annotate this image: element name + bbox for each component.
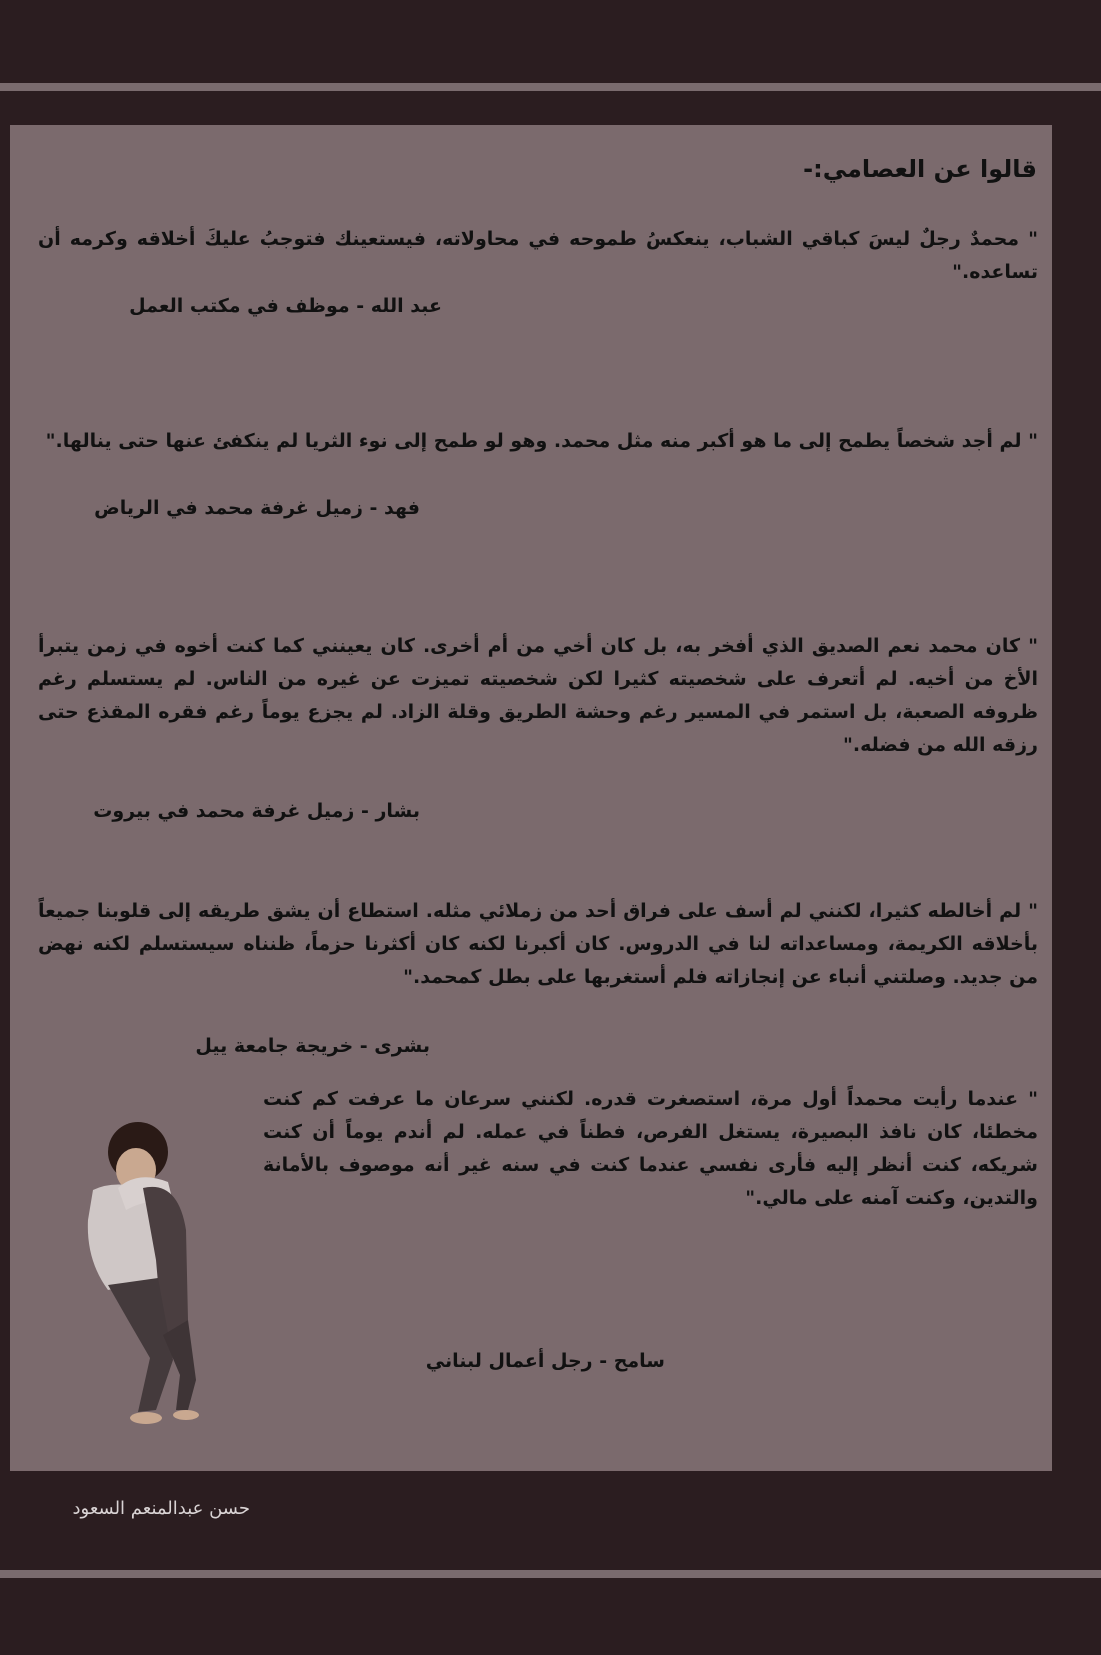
- author-credit: حسن عبدالمنعم السعود: [72, 1498, 250, 1519]
- quote-attribution-1: عبد الله - موظف في مكتب العمل: [129, 295, 442, 317]
- seated-man-illustration: [38, 1110, 228, 1440]
- quote-attribution-5: سامح - رجل أعمال لبناني: [425, 1350, 665, 1372]
- quote-text-3: " كان محمد نعم الصديق الذي أفخر به، بل كان أخي من أم أخرى. كان يعينني كما كنت أخوه في زمن يتبرأ الأخ من أخيه. لم أتعرف على شخصيته كثيرا لكن شخصيته تميزت عن غيره من الناس. لم يستسلم رغم ظروفه الصعبة، بل استمر في المسير رغم وحشة الطريق وقلة الزاد. لم يجزع يوماً رغم فقره المقذع حتى رزقه الله من فضله.": [38, 635, 1038, 756]
- bottom-border-rule: [0, 1570, 1101, 1578]
- quote-attribution-2: فهد - زميل غرفة محمد في الرياض: [94, 497, 420, 519]
- quote-text-2: " لم أجد شخصاً يطمح إلى ما هو أكبر منه مثل محمد. وهو لو طمح إلى نوء الثريا لم ينكفئ عنها حتى ينالها.": [45, 430, 1038, 452]
- quote-text-5: " عندما رأيت محمداً أول مرة، استصغرت قدره. لكنني سرعان ما عرفت كم كنت مخطئا، كان نافذ البصيرة، يستغل الفرص، فطناً في عمله. لم أندم يوماً أن كنت شريكه، كنت أنظر إليه فأرى نفسي عندما كنت في سنه غير أنه موصوف بالأمانة والتدين، وكنت آمنه على مالي.": [263, 1088, 1038, 1209]
- quote-attribution-3: بشار - زميل غرفة محمد في بيروت: [93, 800, 420, 822]
- section-heading: قالوا عن العصامي:-: [803, 155, 1037, 183]
- testimonials-panel: [10, 125, 1052, 1471]
- quote-text-1: " محمدٌ رجلٌ ليسَ كباقي الشباب، ينعكسُ طموحه في محاولاته، فيستعينك فتوجبُ عليكَ أخلاقه وكرمه أن تساعده.": [38, 228, 1038, 283]
- top-border-rule: [0, 83, 1101, 91]
- quote-attribution-4: بشرى - خريجة جامعة ييل: [195, 1035, 430, 1057]
- quote-text-4: " لم أخالطه كثيرا، لكنني لم أسف على فراق أحد من زملائي مثله. استطاع أن يشق طريقه إلى قلوبنا جميعاً بأخلاقه الكريمة، ومساعداته لنا في الدروس. كان أكبرنا لكنه كان أكثرنا حزماً، ظنناه سيستسلم لكنه نهض من جديد. وصلتني أنباء عن إنجازاته فلم أستغربها على بطل كمحمد.": [38, 900, 1038, 988]
